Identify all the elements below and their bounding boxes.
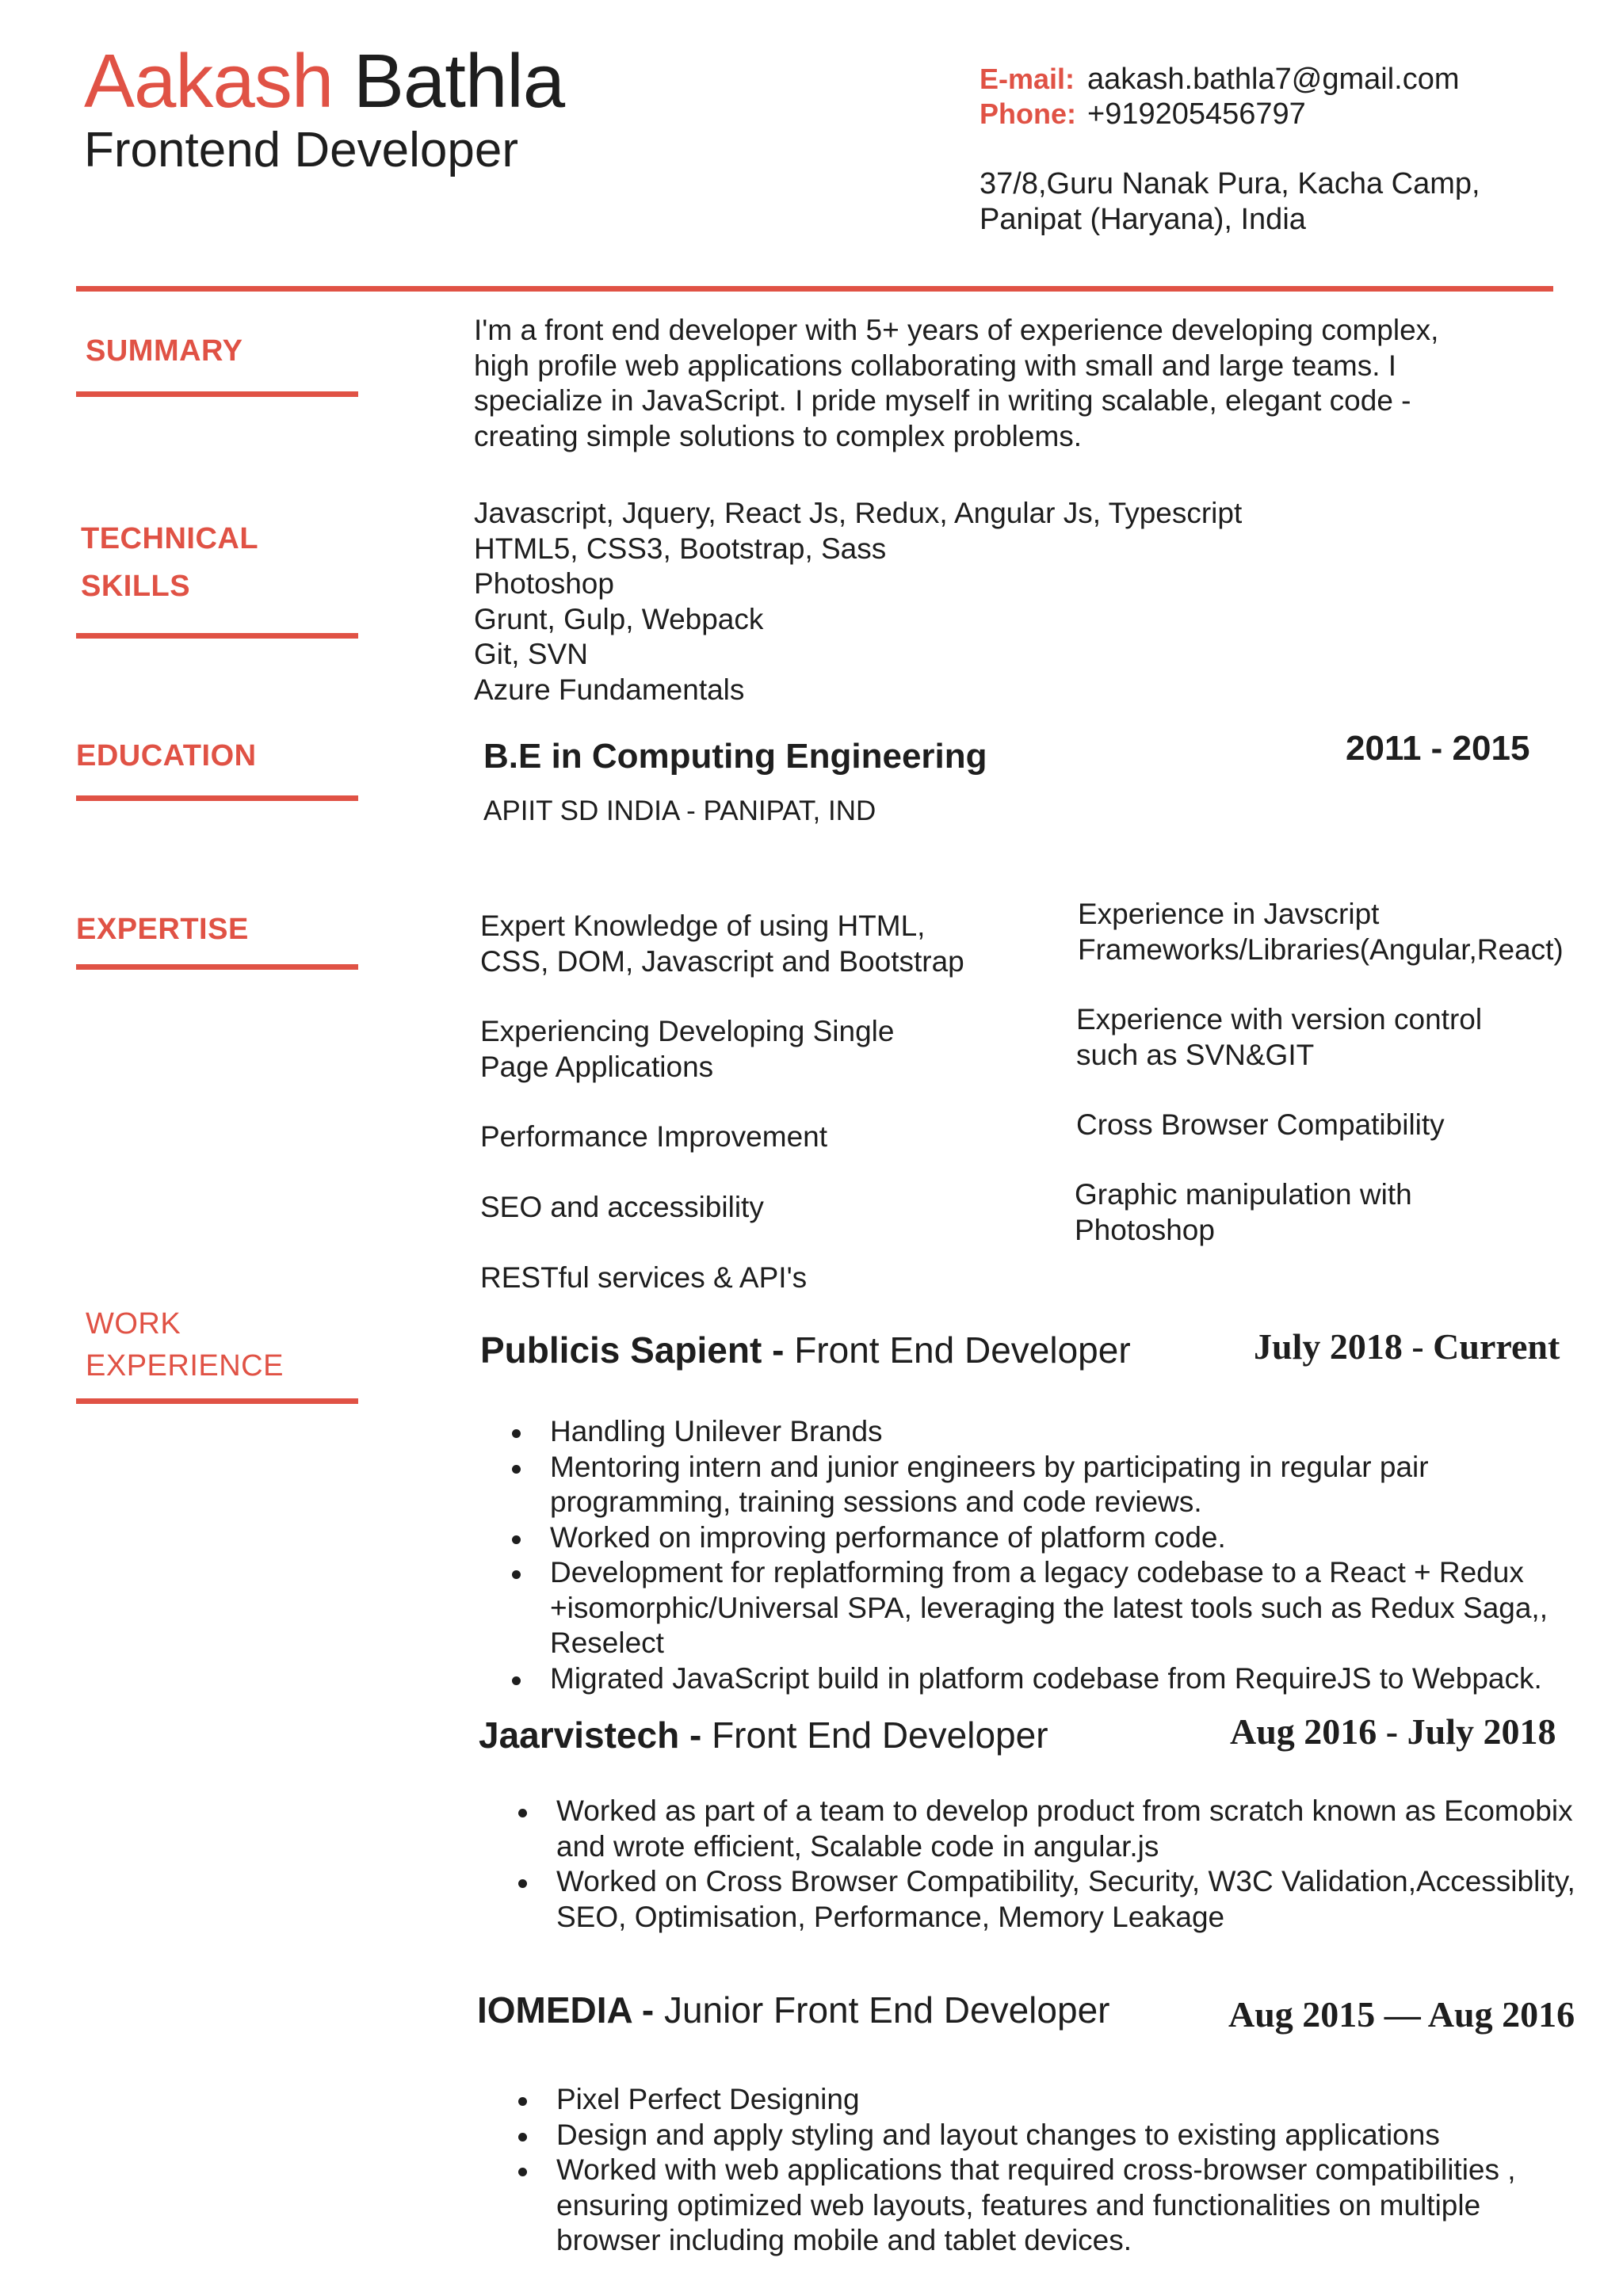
job-heading (477, 1988, 1109, 2032)
summary-text (474, 313, 1438, 454)
expertise-line: Page Applications (480, 1050, 714, 1083)
expertise-line: CSS, DOM, Javascript and Bootstrap (480, 944, 964, 978)
expertise-item (480, 1190, 764, 1226)
list-item (550, 1450, 1548, 1520)
bullet-line: Worked on Cross Browser Compatibility, Security, W3C Validation,Accessiblity, (556, 1865, 1575, 1897)
bullet-line: Mentoring intern and junior engineers by participating in regular pair (550, 1450, 1429, 1483)
section-label-work-experience (86, 1303, 284, 1387)
bullet-line: SEO, Optimisation, Performance, Memory Leakage (556, 1900, 1225, 1933)
bullet-line: +isomorphic/Universal SPA, leveraging the latest tools such as Redux Saga,, (550, 1591, 1548, 1624)
expertise-line: Expert Knowledge of using HTML, (480, 910, 926, 942)
list-item (556, 2082, 1516, 2118)
expertise-item (1075, 1177, 1412, 1248)
bullet-line: Handling Unilever Brands (550, 1415, 883, 1447)
bullet-line: programming, training sessions and code reviews. (550, 1486, 1202, 1518)
skill-item: Grunt, Gulp, Webpack (474, 602, 764, 635)
summary-line: specialize in JavaScript. I pride myself in writing scalable, elegant code - (474, 384, 1411, 417)
list-item (556, 2153, 1516, 2259)
job-position: Front End Developer (794, 1329, 1131, 1371)
email-value[interactable]: aakash.bathla7@gmail.com (1087, 63, 1460, 96)
expertise-line: RESTful services & API's (480, 1261, 808, 1294)
address-line: Panipat (Haryana), India (980, 203, 1306, 236)
job-heading (479, 1713, 1048, 1757)
bullet-line: browser including mobile and tablet devices. (556, 2224, 1132, 2256)
list-item (550, 1520, 1548, 1556)
section-rule (76, 795, 358, 801)
section-rule (76, 964, 358, 970)
list-item (550, 1414, 1548, 1450)
company-name: Publicis Sapient - (480, 1329, 795, 1371)
job-heading (480, 1328, 1131, 1372)
bullet-line: Migrated JavaScript build in platform codebase from RequireJS to Webpack. (550, 1661, 1542, 1695)
email-label: E-mail: (980, 63, 1075, 95)
job-dates: Aug 2016 - July 2018 (1230, 1711, 1556, 1752)
bullet-line: Pixel Perfect Designing (556, 2083, 860, 2115)
bullet-line: and wrote efficient, Scalable code in angular.js (556, 1829, 1159, 1863)
summary-line: creating simple solutions to complex problems. (474, 419, 1083, 452)
expertise-line: Frameworks/Libraries(Angular,React) (1078, 933, 1564, 966)
degree-title: B.E in Computing Engineering (483, 737, 987, 776)
section-rule (76, 1398, 358, 1404)
section-label-expertise: EXPERTISE (76, 913, 249, 946)
degree-years: 2011 - 2015 (1346, 729, 1530, 768)
expertise-line: Photoshop (1075, 1213, 1215, 1246)
expertise-line: Experience with version control (1076, 1003, 1483, 1035)
expertise-line: Experience in Javscript (1078, 898, 1380, 930)
job-bullets (556, 2082, 1516, 2259)
job-dates: July 2018 - Current (1254, 1326, 1560, 1367)
expertise-line: Graphic manipulation with (1075, 1178, 1412, 1211)
job-role: Frontend Developer (84, 123, 518, 177)
section-label-line: TECHNICAL (81, 522, 259, 555)
section-label-line: EXPERIENCE (86, 1349, 284, 1383)
expertise-item (1076, 1002, 1482, 1073)
phone-value[interactable]: +919205456797 (1087, 97, 1306, 131)
job-bullets (550, 1414, 1548, 1696)
address (980, 166, 1480, 238)
expertise-item (480, 909, 964, 979)
expertise-line: SEO and accessibility (480, 1191, 764, 1223)
header-divider (76, 286, 1553, 292)
list-item (550, 1555, 1548, 1661)
skill-item: Photoshop (474, 567, 614, 600)
bullet-line: Worked on improving performance of platform code. (550, 1520, 1226, 1554)
section-rule (76, 633, 358, 639)
expertise-item (480, 1261, 807, 1296)
expertise-item (1078, 897, 1564, 967)
expertise-line: Experiencing Developing Single (480, 1015, 895, 1047)
job-position: Front End Developer (712, 1714, 1048, 1756)
bullet-line: Design and apply styling and layout changes to existing applications (556, 2118, 1440, 2151)
company-name: IOMEDIA - (477, 1989, 664, 2031)
list-item (556, 2118, 1516, 2153)
section-label-line: WORK (86, 1307, 181, 1341)
section-label-summary: SUMMARY (86, 334, 243, 368)
bullet-line: Development for replatforming from a legacy codebase to a React + Redux (550, 1556, 1524, 1589)
expertise-line: such as SVN&GIT (1076, 1038, 1315, 1071)
list-item (550, 1661, 1548, 1697)
skill-item: Git, SVN (474, 638, 588, 670)
summary-line: I'm a front end developer with 5+ years of experience developing complex, (474, 314, 1439, 346)
list-item (556, 1794, 1575, 1864)
phone-label: Phone: (980, 97, 1076, 130)
skill-item: Javascript, Jquery, React Js, Redux, Angular Js, Typescript (474, 497, 1243, 529)
section-label-education: EDUCATION (76, 739, 257, 772)
candidate-name (84, 38, 564, 125)
first-name: Aakash (84, 39, 334, 124)
last-name: Bathla (353, 39, 565, 124)
company-name: Jaarvistech - (479, 1714, 712, 1756)
section-label-technical-skills (81, 515, 258, 610)
expertise-line: Performance Improvement (480, 1120, 828, 1153)
summary-line: high profile web applications collaborating with small and large teams. I (474, 349, 1397, 382)
bullet-line: Worked as part of a team to develop product from scratch known as Ecomobix (556, 1794, 1573, 1827)
bullet-line: Worked with web applications that required cross-browser compatibilities , (556, 2153, 1516, 2186)
skill-item: Azure Fundamentals (474, 673, 745, 706)
expertise-line: Cross Browser Compatibility (1076, 1108, 1445, 1141)
institution: APIIT SD INDIA - PANIPAT, IND (483, 795, 876, 826)
job-position: Junior Front End Developer (663, 1989, 1110, 2031)
job-bullets (556, 1794, 1575, 1935)
expertise-item (480, 1119, 827, 1155)
bullet-line: Reselect (550, 1627, 664, 1659)
section-label-line: SKILLS (81, 570, 191, 603)
job-dates: Aug 2015 — Aug 2016 (1228, 1994, 1575, 2035)
address-line: 37/8,Guru Nanak Pura, Kacha Camp, (980, 167, 1480, 200)
skills-list (474, 496, 1242, 707)
section-rule (76, 391, 358, 397)
expertise-item (1076, 1108, 1445, 1143)
skill-item: HTML5, CSS3, Bootstrap, Sass (474, 532, 887, 565)
list-item (556, 1864, 1575, 1935)
expertise-item (480, 1014, 894, 1085)
bullet-line: ensuring optimized web layouts, features and functionalities on multiple (556, 2188, 1481, 2222)
